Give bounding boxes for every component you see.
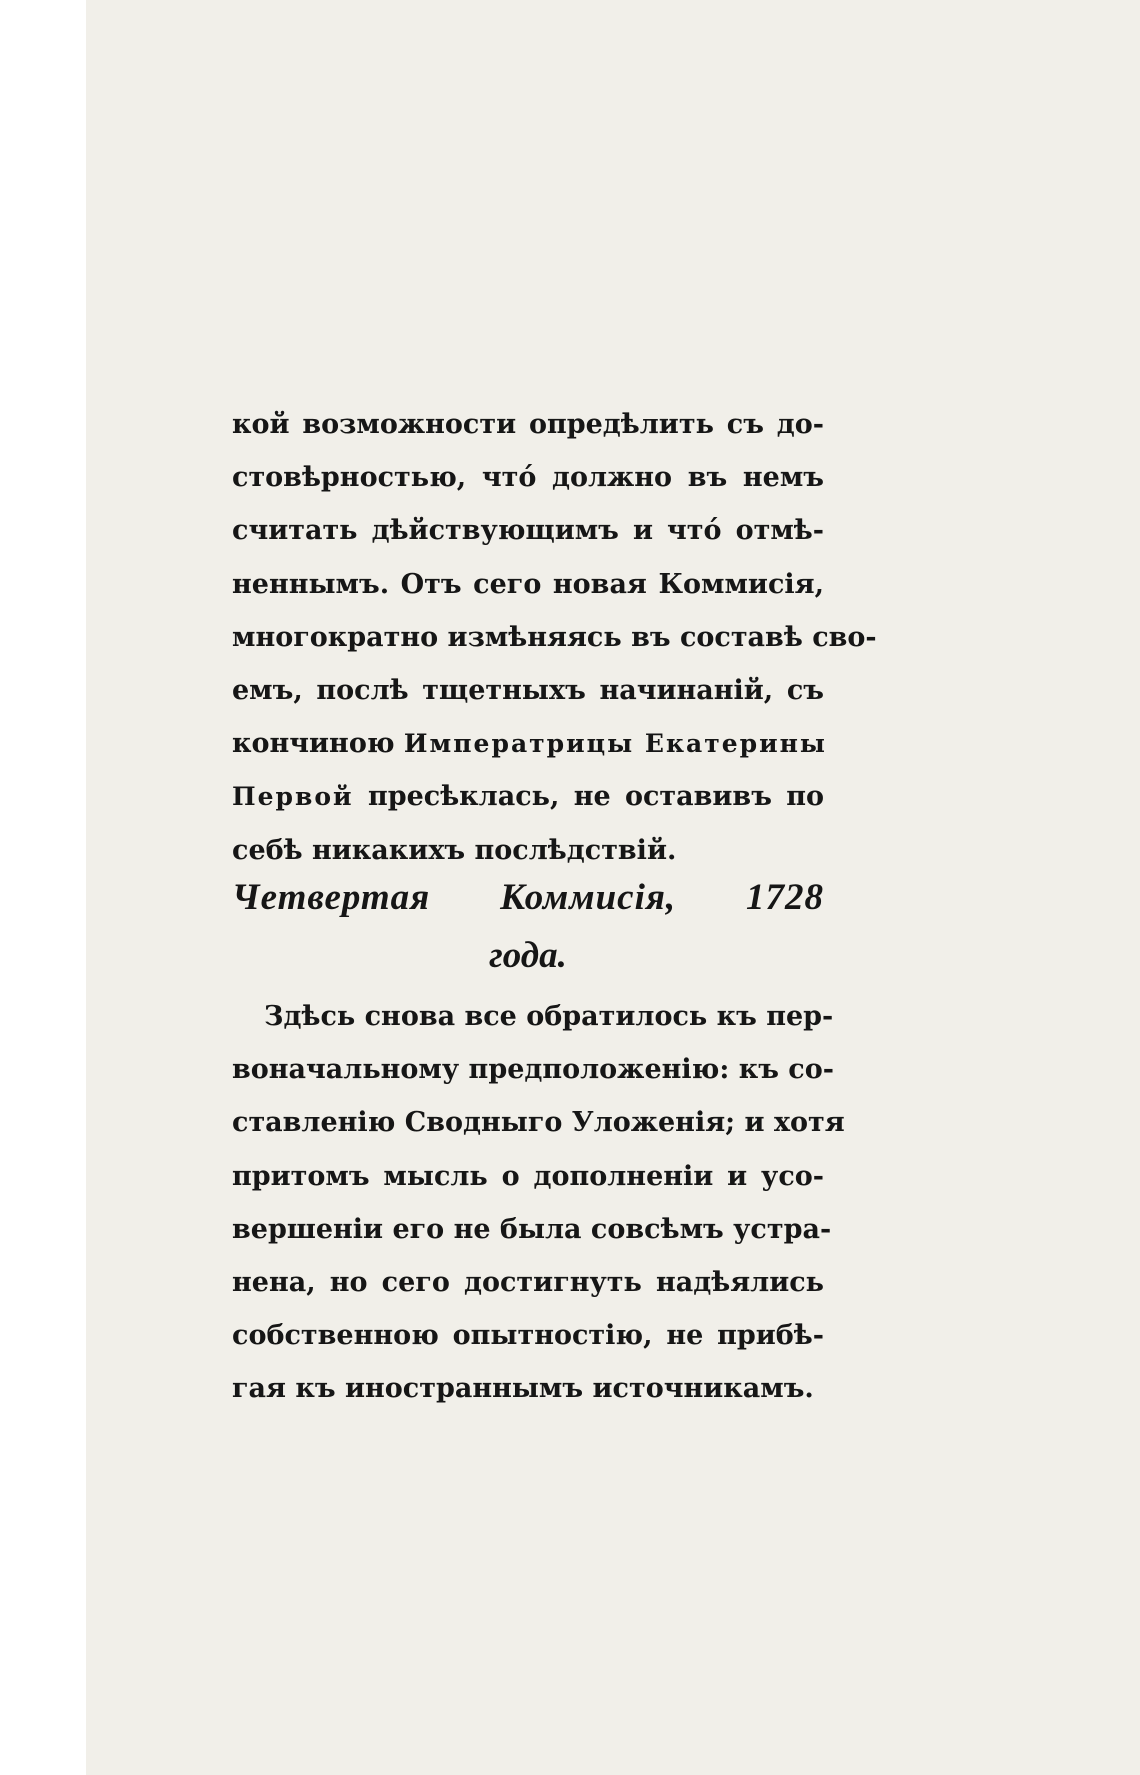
text-line: неннымъ. Отъ сего новая Коммисія,: [232, 568, 824, 600]
text-line: себѣ никакихъ послѣдствій.: [232, 834, 677, 866]
text-line: Здѣсь снова все обратилось къ пер-: [264, 1001, 834, 1032]
text-segment: кончиною: [232, 728, 395, 760]
heading-line: [232, 868, 824, 928]
text-line: собственною опытностію, не прибѣ-: [232, 1320, 824, 1352]
text-line: вершеніи его не была совсѣмъ устра-: [232, 1213, 832, 1245]
text-line: считать дѣйствующимъ и что́ отмѣ-: [232, 515, 824, 547]
text-line: [232, 770, 824, 823]
section-heading: [232, 868, 824, 984]
paragraph-1: [232, 398, 877, 877]
smallcaps-name: Императрицы Екатерины: [403, 729, 827, 759]
text-line: кой возможности опредѣлить съ до-: [232, 409, 824, 440]
paragraph-2: [232, 990, 845, 1416]
text-line: ставленію Сводныго Уложенія; и хотя: [232, 1107, 845, 1139]
text-line: емъ, послѣ тщетныхъ начинаній, съ: [232, 674, 824, 706]
text-line: гая къ иностраннымъ источникамъ.: [232, 1373, 814, 1405]
heading-year: 1728: [746, 877, 824, 918]
heading-word: Коммисія,: [500, 877, 677, 918]
text-line: нена, но сего достигнуть надѣялись: [232, 1266, 824, 1298]
smallcaps-name: Первой: [232, 782, 354, 812]
text-line: стовѣрностью, что́ должно въ немъ: [232, 462, 824, 494]
heading-word: Четвертая: [232, 877, 431, 918]
text-line: воначальному предположенію: къ со-: [232, 1054, 834, 1086]
left-margin: [0, 0, 86, 1775]
text-segment: пресѣклась, не оставивъ по: [367, 781, 825, 813]
text-line: [232, 717, 827, 770]
text-line: многократно измѣняясь въ составѣ сво-: [232, 621, 877, 653]
text-line: притомъ мысль о дополненіи и усо-: [232, 1160, 824, 1192]
heading-line: года.: [489, 935, 567, 976]
